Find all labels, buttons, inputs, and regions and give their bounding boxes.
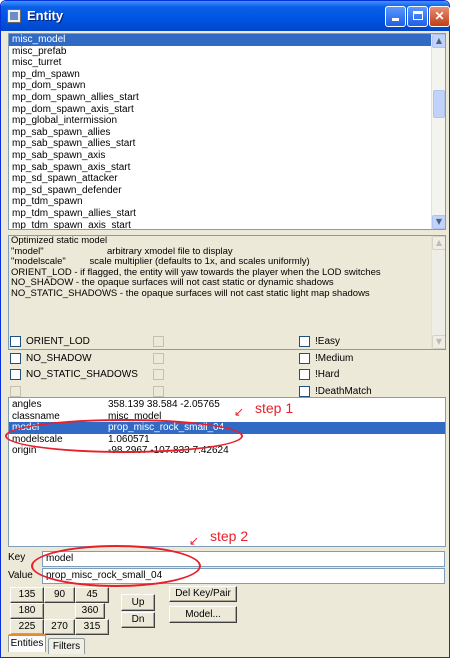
class-list-item[interactable]: misc_turret: [12, 57, 62, 69]
dn-button[interactable]: Dn: [121, 612, 155, 628]
property-value: misc_model: [108, 410, 162, 422]
class-list-item[interactable]: mp_dom_spawn: [12, 80, 86, 92]
checkbox[interactable]: [10, 336, 21, 347]
scroll-down-arrow-icon: ▼: [432, 335, 446, 349]
checkbox-label: !DeathMatch: [315, 385, 372, 397]
class-list-item[interactable]: mp_sab_spawn_allies_start: [12, 138, 136, 150]
step2-label: step 2: [210, 528, 249, 544]
class-list-item[interactable]: mp_sab_spawn_allies: [12, 126, 111, 138]
entity-class-list[interactable]: [8, 33, 446, 230]
class-list-item[interactable]: mp_dm_spawn: [12, 68, 80, 80]
key-label: Key: [8, 552, 26, 563]
step2-arrow-icon: ↙: [189, 534, 200, 548]
property-value: 358.139 38.584 -2.05765: [108, 399, 220, 410]
key-input[interactable]: model: [42, 551, 445, 567]
class-list-item[interactable]: mp_sab_spawn_axis: [12, 149, 106, 161]
description-line: "modelscale" scale multiplier (defaults to 1x, and scales uniformly): [11, 256, 310, 267]
description-line: ORIENT_LOD - if flagged, the entity will yaw towards the player when the LOD switches: [11, 266, 381, 278]
step1-highlight-ring: [5, 419, 243, 453]
checkbox: [153, 386, 164, 397]
step2-highlight-ring: [31, 545, 201, 587]
key-value-list[interactable]: [8, 397, 446, 547]
property-key: classname: [12, 410, 60, 422]
description-line: NO_STATIC_SHADOWS - the opaque surfaces will not cast static light map shadows: [11, 287, 370, 299]
minimize-icon: [392, 18, 399, 21]
class-list-item[interactable]: misc_prefab: [12, 45, 67, 57]
scroll-down-arrow-icon[interactable]: ▼: [432, 215, 446, 229]
class-list-item[interactable]: misc_model: [9, 34, 445, 46]
checkbox-label: NO_SHADOW: [26, 352, 92, 364]
checkbox: [10, 386, 21, 397]
class-rows: [9, 34, 445, 230]
checkbox-label: !Easy: [315, 336, 341, 347]
class-list-item[interactable]: mp_tdm_spawn_allies_start: [12, 207, 136, 219]
checkbox: [153, 353, 164, 364]
class-list-item[interactable]: mp_dom_spawn_axis_start: [12, 103, 134, 115]
up-button[interactable]: Up: [121, 594, 155, 611]
step1-label: step 1: [255, 400, 294, 416]
window-icon: [7, 9, 21, 23]
class-list-scrollbar[interactable]: [431, 34, 445, 229]
property-key: model: [12, 422, 40, 433]
property-value: 1.060571: [108, 433, 150, 445]
maximize-icon: [413, 11, 423, 20]
step1-arrow-icon: ↙: [234, 405, 245, 419]
class-list-item[interactable]: mp_global_intermission: [12, 115, 118, 127]
checkbox[interactable]: [10, 369, 21, 380]
description-line: "model" arbitrary xmodel file to display: [11, 245, 233, 257]
description-line: Optimized static model: [11, 235, 108, 246]
angle-315-button[interactable]: 315: [75, 619, 109, 635]
class-list-item[interactable]: mp_dom_spawn_allies_start: [12, 91, 139, 103]
checkbox[interactable]: [299, 353, 310, 364]
angle-180-button[interactable]: 180: [10, 603, 44, 619]
title-bar[interactable]: [1, 1, 449, 31]
del-key-pair-button[interactable]: Del Key/Pair: [169, 586, 237, 602]
property-key: origin: [12, 445, 37, 456]
class-list-item[interactable]: mp_tdm_spawn_axis_start: [12, 219, 131, 230]
tab-entities[interactable]: Entities: [8, 634, 46, 652]
angle-360-button[interactable]: 360: [75, 603, 105, 619]
description-lines: [9, 236, 445, 299]
checkbox-label: !Hard: [315, 369, 340, 380]
close-button[interactable]: ✕: [429, 6, 450, 27]
tab-filters[interactable]: Filters: [48, 638, 85, 654]
model-button[interactable]: Model...: [169, 606, 237, 623]
entity-description: [8, 235, 446, 350]
property-key: angles: [12, 399, 42, 410]
angle-270-button[interactable]: 270: [44, 619, 75, 635]
property-value: prop_misc_rock_small_04: [108, 422, 225, 433]
checkbox[interactable]: [299, 336, 310, 347]
checkbox[interactable]: [10, 353, 21, 364]
maximize-button[interactable]: [407, 6, 428, 27]
scroll-up-arrow-icon: ▲: [432, 236, 446, 250]
property-row[interactable]: [9, 399, 445, 411]
description-scrollbar: [431, 236, 445, 349]
class-list-item[interactable]: mp_sab_spawn_axis_start: [12, 161, 131, 173]
class-list-item[interactable]: mp_sd_spawn_defender: [12, 184, 122, 196]
window-title: Entity: [27, 8, 64, 23]
checkbox: [153, 369, 164, 380]
angle-225-button[interactable]: 225: [10, 619, 44, 635]
angle-45-button[interactable]: 45: [75, 587, 109, 603]
checkbox-label: NO_STATIC_SHADOWS: [26, 369, 138, 380]
minimize-button[interactable]: [385, 6, 406, 27]
value-label: Value: [8, 570, 33, 581]
checkbox[interactable]: [299, 369, 310, 380]
value-input[interactable]: prop_misc_rock_small_04: [42, 568, 445, 584]
class-list-item[interactable]: mp_sd_spawn_attacker: [12, 173, 118, 185]
entity-panel: [5, 31, 445, 655]
scroll-thumb[interactable]: [433, 90, 445, 118]
angle-135-button[interactable]: 135: [10, 587, 44, 603]
scroll-up-arrow-icon[interactable]: ▲: [432, 34, 446, 48]
property-value: -98.2967 -107.833 7.42624: [108, 445, 229, 456]
property-key: modelscale: [12, 433, 63, 445]
checkbox: [153, 336, 164, 347]
checkbox[interactable]: [299, 386, 310, 397]
angle-90-button[interactable]: 90: [44, 587, 75, 603]
checkbox-label: ORIENT_LOD: [26, 336, 90, 347]
description-line: NO_SHADOW - the opaque surfaces will not cast static or dynamic shadows: [11, 277, 334, 288]
checkbox-label: !Medium: [315, 352, 354, 364]
class-list-item[interactable]: mp_tdm_spawn: [12, 196, 83, 208]
